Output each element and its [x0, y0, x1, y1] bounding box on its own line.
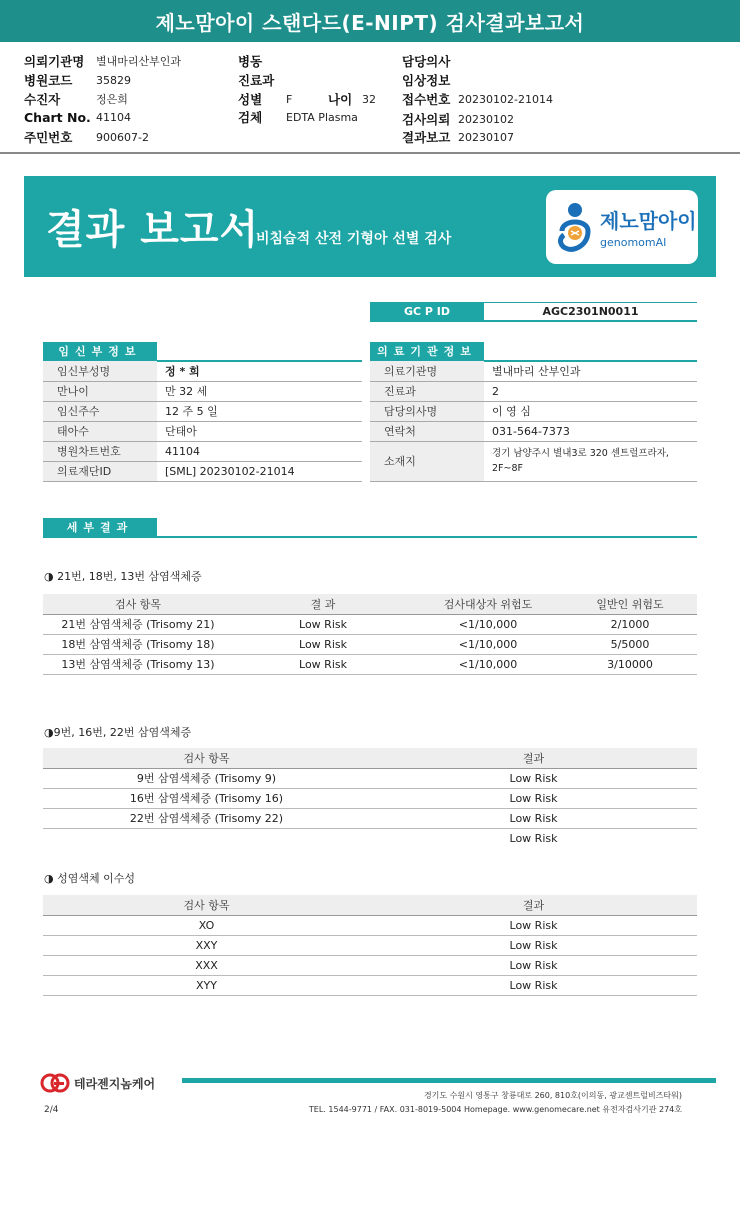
- info-row-department: 진료과: [238, 73, 275, 88]
- info-row-chart-no: Chart No. 41104: [24, 110, 131, 125]
- info-row-specimen: 검체 EDTA Plasma: [238, 110, 358, 125]
- info-row-report-date: 결과보고 20230107: [402, 130, 514, 145]
- info-row-clinical: 임상정보: [402, 73, 451, 88]
- info-row-resident-no: 주민번호 900607-2: [24, 130, 149, 145]
- table-row: 임신부성명 정 * 희: [43, 361, 362, 381]
- info-row-institution: 의뢰기관명 별내마리산부인과: [24, 54, 182, 69]
- group1-table: [43, 594, 697, 675]
- footer-contact: TEL. 1544-9771 / FAX. 031-8019-5004 Homepage. www.genomecare.net 유전자검사기관 274호: [308, 1105, 682, 1114]
- institution-info-table: [370, 361, 697, 482]
- table-row: 담당의사명 이 영 심: [370, 401, 697, 421]
- gcpid-label: GC P ID: [370, 302, 484, 320]
- table-row: 18번 삼염색체증 (Trisomy 18) Low Risk <1/10,000 5/5000: [43, 634, 697, 654]
- detail-section-label: 세부결과: [43, 518, 157, 536]
- theragen-logo: [40, 1073, 155, 1093]
- genomom-logo: [546, 190, 698, 264]
- banner-title: 결과 보고서: [46, 207, 260, 253]
- table-row: Low Risk: [509, 831, 558, 845]
- logo-text-english: genomomAI: [600, 236, 667, 249]
- gcpid-field: [370, 302, 697, 322]
- footer-address: 경기도 수원시 영통구 창룡대로 260, 810호(이의동, 광교센트럴비즈타워): [423, 1091, 682, 1100]
- genomom-logo-icon: [556, 201, 594, 253]
- table-row: XO Low Risk: [43, 915, 697, 935]
- detail-section-tag: [43, 518, 697, 538]
- logo-text-korean: 제노맘아이: [600, 209, 697, 233]
- patient-info-table: [43, 361, 362, 482]
- theragen-logo-icon: [40, 1073, 70, 1093]
- info-row-receipt-no: 접수번호 20230102-21014: [402, 92, 553, 107]
- report-banner: [24, 176, 716, 277]
- info-row-request-date: 검사의뢰 20230102: [402, 112, 514, 127]
- info-row-patient: 수진자 정은희: [24, 92, 128, 107]
- table-row: 병원차트번호 41104: [43, 441, 362, 461]
- table-row: 9번 삼염색체증 (Trisomy 9) Low Risk: [43, 768, 697, 788]
- group2-table: [43, 748, 697, 848]
- table-header-row: 검사 항목 결과: [43, 895, 697, 915]
- group1-heading: ◑ 21번, 18번, 13번 삼염색체증: [44, 570, 202, 583]
- footer-divider: [182, 1078, 716, 1083]
- table-row: XXY Low Risk: [43, 935, 697, 955]
- institution-section-label: 의료기관정보: [370, 342, 484, 360]
- info-row-hospital-code: 병원코드 35829: [24, 73, 131, 88]
- request-info-box: [0, 42, 740, 154]
- table-row: 연락처 031-564-7373: [370, 421, 697, 441]
- group2-heading: ◑9번, 16번, 22번 삼염색체증: [44, 726, 192, 739]
- table-row: 21번 삼염색체증 (Trisomy 21) Low Risk <1/10,000 2/1000: [43, 614, 697, 634]
- table-row: 13번 삼염색체증 (Trisomy 13) Low Risk <1/10,000 3/10000: [43, 654, 697, 674]
- table-row: 16번 삼염색체증 (Trisomy 16) Low Risk: [43, 788, 697, 808]
- table-row: 진료과 2: [370, 381, 697, 401]
- table-row: 22번 삼염색체증 (Trisomy 22) Low Risk: [43, 808, 697, 828]
- table-row: XXX Low Risk: [43, 955, 697, 975]
- page-number: 2/4: [44, 1105, 59, 1115]
- footer-company-name: 테라젠지놈케어: [74, 1076, 156, 1091]
- table-row: 의료재단ID [SML] 20230102-21014: [43, 461, 362, 481]
- institution-section-tag: [370, 342, 697, 362]
- table-row: 임신주수 12 주 5 일: [43, 401, 362, 421]
- table-row: 의료기관명 별내마리 산부인과: [370, 361, 697, 381]
- group3-heading: ◑ 성염색체 이수성: [44, 872, 135, 885]
- gcpid-value: AGC2301N0011: [484, 302, 697, 320]
- info-row-ward: 병동: [238, 54, 263, 69]
- table-row: 태아수 단태아: [43, 421, 362, 441]
- patient-section-tag: [43, 342, 362, 362]
- table-row: 소재지 경기 남양주시 별내3로 320 센트럴프라자, 2F~8F: [370, 441, 697, 481]
- patient-section-label: 임신부정보: [43, 342, 157, 360]
- table-header-row: 검사 항목 결 과 검사대상자 위험도 일반인 위험도: [43, 594, 697, 614]
- table-row: 만나이 만 32 세: [43, 381, 362, 401]
- report-title: 제노맘아이 스탠다드(E-NIPT) 검사결과보고서: [0, 0, 740, 42]
- info-row-doctor: 담당의사: [402, 54, 451, 69]
- group3-table: [43, 895, 697, 996]
- table-row: XYY Low Risk: [43, 975, 697, 995]
- info-row-sex: 성별 F 나이 32: [238, 92, 376, 107]
- banner-subtitle: 비침습적 산전 기형아 선별 검사: [256, 231, 452, 247]
- table-header-row: 검사 항목 결과: [43, 748, 697, 768]
